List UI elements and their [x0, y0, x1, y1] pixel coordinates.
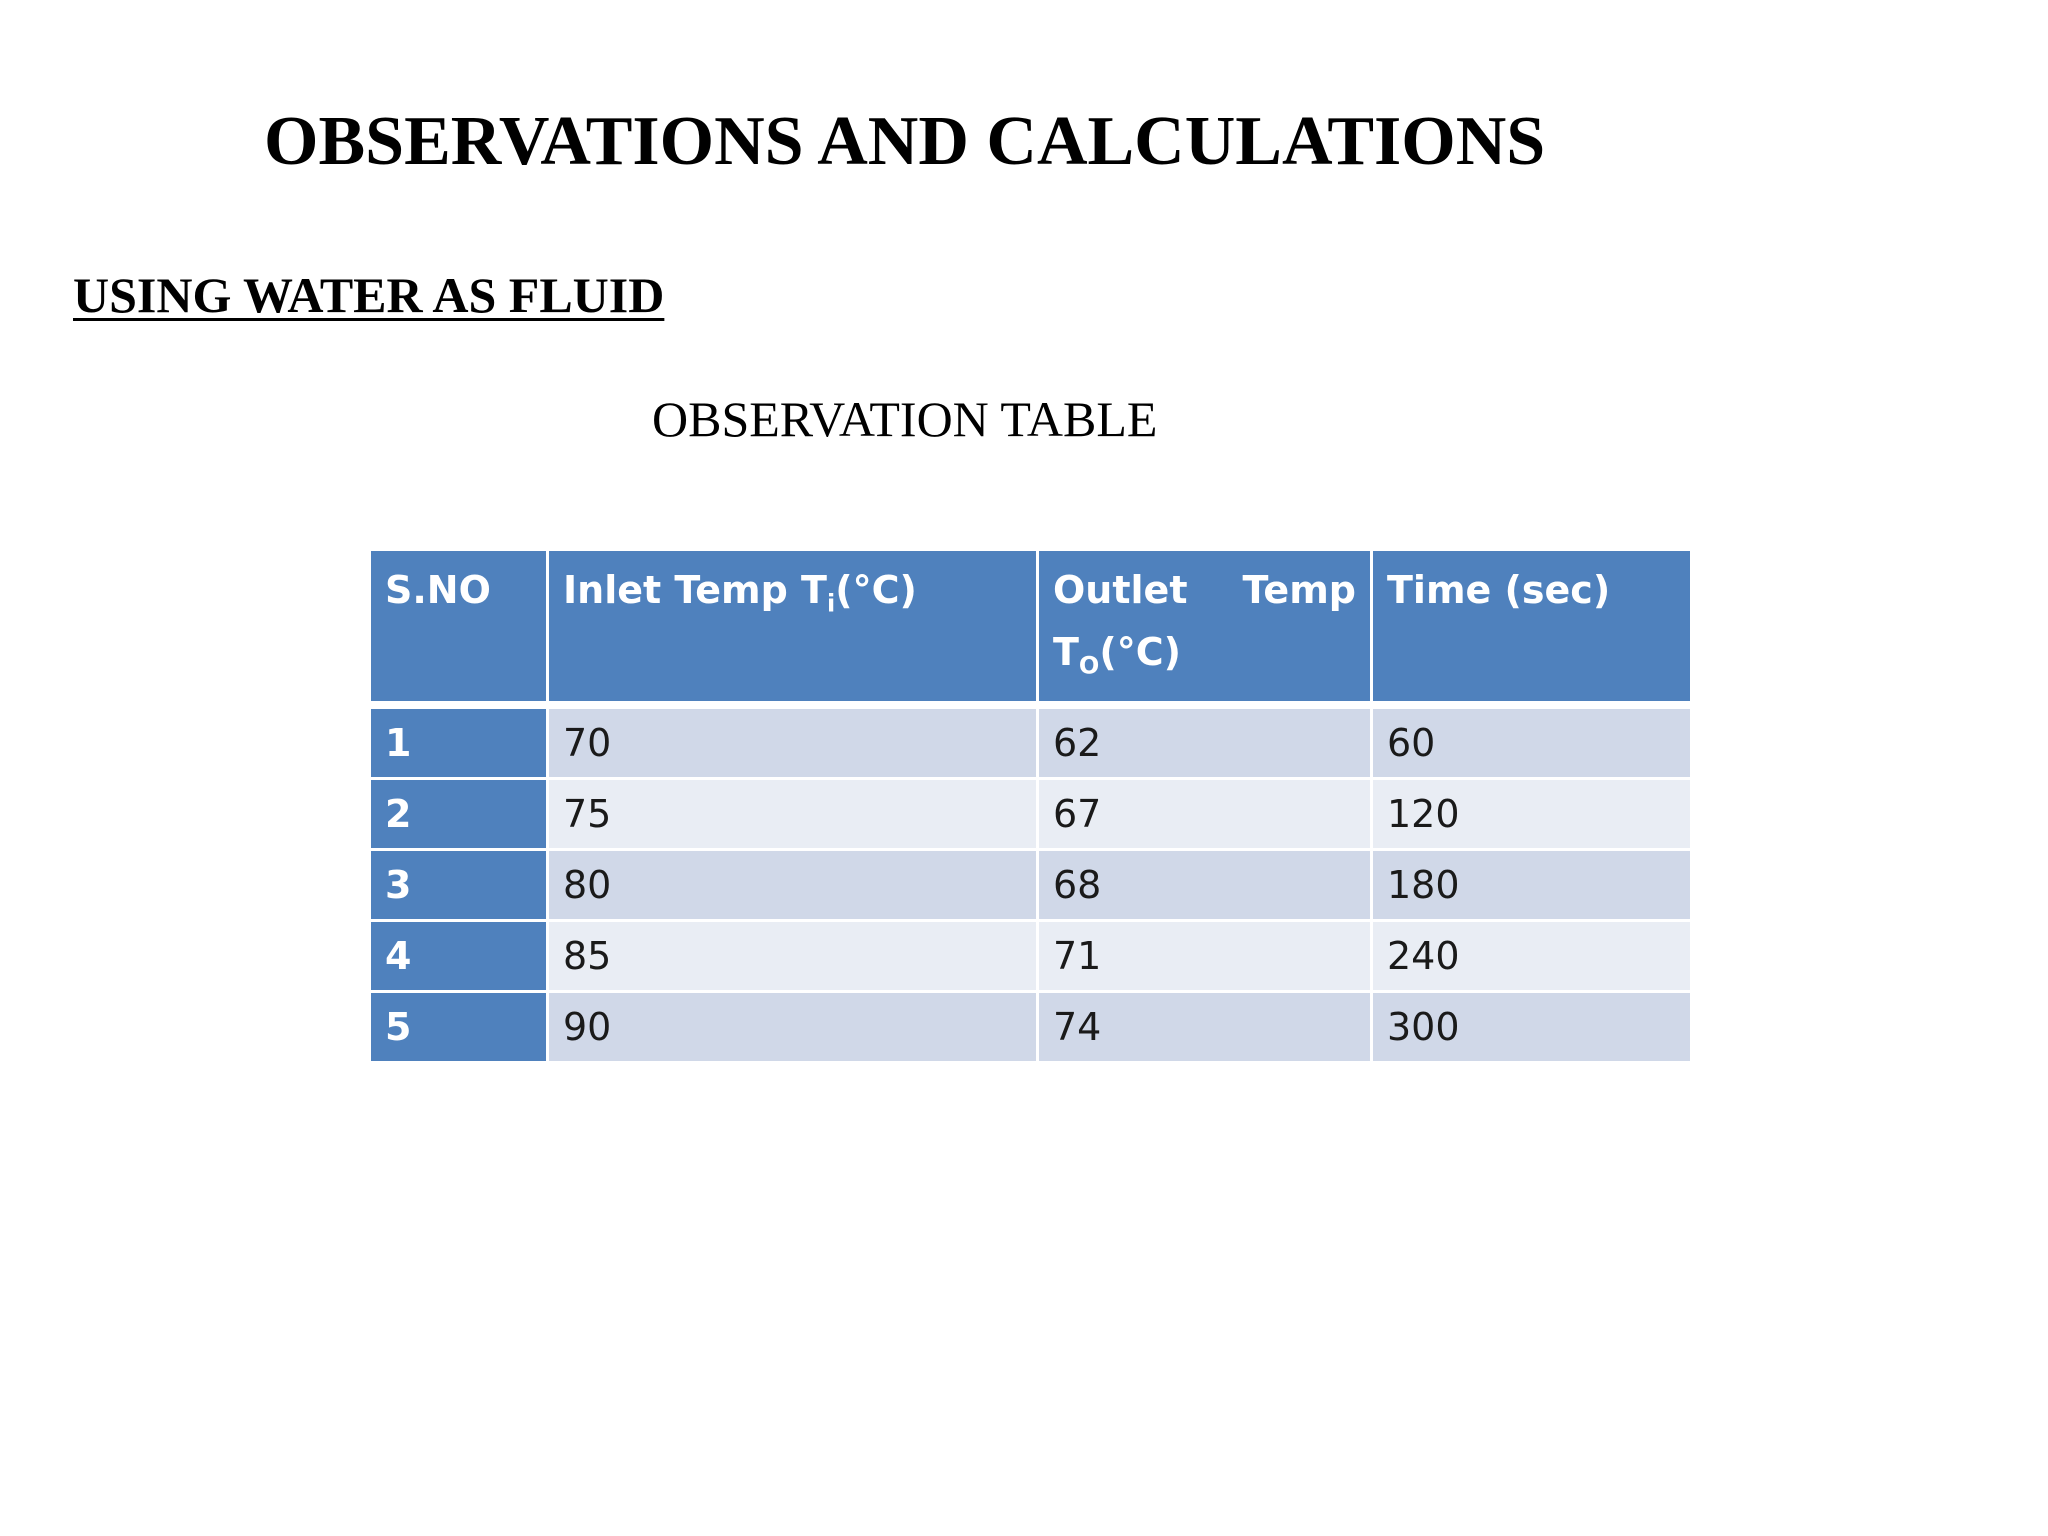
cell-outlet: 67: [1038, 779, 1372, 850]
header-outlet-line2: $T_O(^\circ C)$: [1053, 630, 1181, 680]
observation-table: [368, 548, 1693, 1064]
cell-outlet: 74: [1038, 992, 1372, 1063]
cell-time: 180: [1372, 850, 1692, 921]
table-row: [370, 705, 1692, 779]
slide-title: OBSERVATIONS AND CALCULATIONS: [264, 103, 1546, 180]
cell-time: 120: [1372, 779, 1692, 850]
table-row: [370, 779, 1692, 850]
cell-time: 240: [1372, 921, 1692, 992]
cell-time: 300: [1372, 992, 1692, 1063]
table-row: [370, 921, 1692, 992]
header-time: Time (sec): [1372, 550, 1692, 706]
cell-inlet: 75: [548, 779, 1038, 850]
cell-inlet: 80: [548, 850, 1038, 921]
cell-inlet: 85: [548, 921, 1038, 992]
table-row: [370, 850, 1692, 921]
cell-sno: 4: [370, 921, 548, 992]
cell-sno: 5: [370, 992, 548, 1063]
section-heading: USING WATER AS FLUID: [73, 267, 665, 323]
header-outlet-line1: Outlet Temp: [1053, 568, 1356, 612]
header-outlet-temp: [1038, 550, 1372, 706]
cell-sno: 1: [370, 705, 548, 779]
cell-inlet: 90: [548, 992, 1038, 1063]
cell-inlet: 70: [548, 705, 1038, 779]
header-sno: S.NO: [370, 550, 548, 706]
cell-time: 60: [1372, 705, 1692, 779]
cell-outlet: 71: [1038, 921, 1372, 992]
cell-outlet: 68: [1038, 850, 1372, 921]
header-inlet-temp: Inlet Temp $T_i(^\circ C)$: [548, 550, 1038, 706]
table-caption: OBSERVATION TABLE: [652, 391, 1158, 447]
cell-sno: 2: [370, 779, 548, 850]
table-row: [370, 992, 1692, 1063]
cell-outlet: 62: [1038, 705, 1372, 779]
table-header-row: [370, 550, 1692, 706]
cell-sno: 3: [370, 850, 548, 921]
